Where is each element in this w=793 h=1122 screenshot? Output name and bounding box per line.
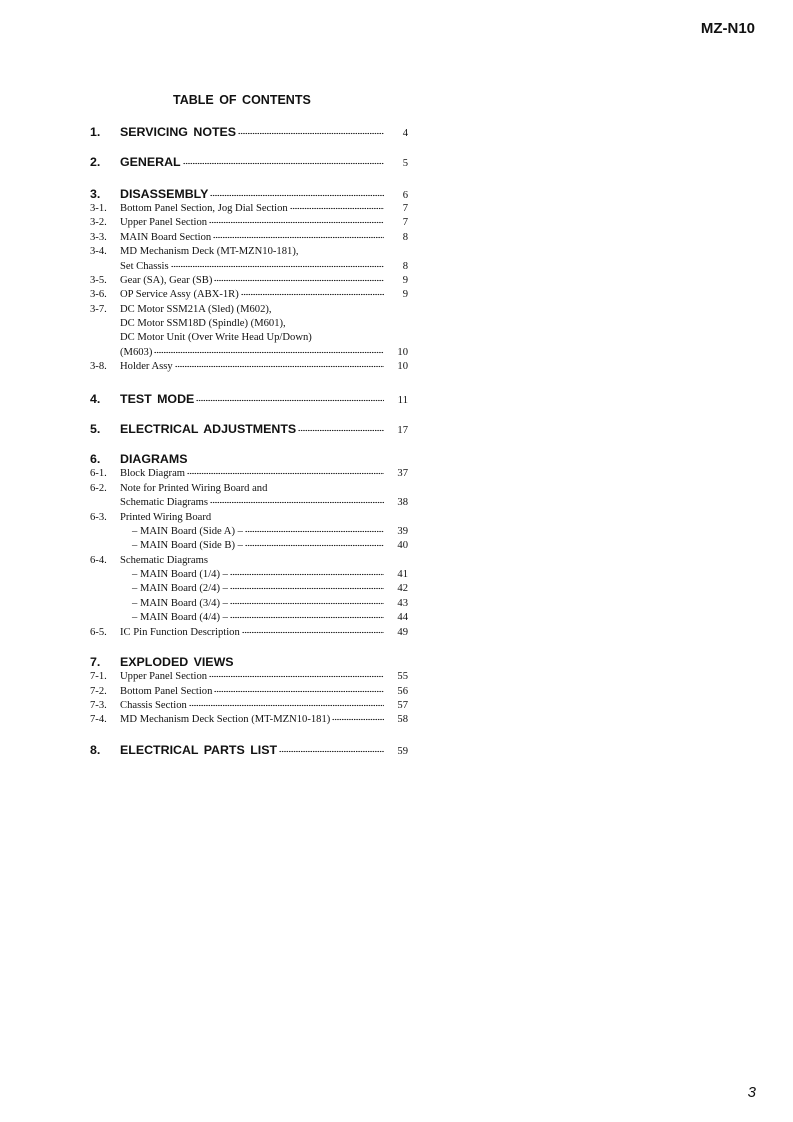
page-number: 3 — [747, 1084, 756, 1101]
toc-entry — [90, 303, 408, 318]
toc-entry-title: GENERAL — [120, 155, 181, 169]
toc-entry-title: DC Motor Unit (Over Write Head Up/Down) — [120, 332, 312, 343]
toc-entry-page: 57 — [397, 700, 408, 711]
toc-entry-number: 2. — [90, 155, 101, 169]
dot-leader — [196, 399, 384, 402]
dot-leader — [210, 194, 384, 197]
toc-entry-title: OP Service Assy (ABX-1R) — [120, 289, 239, 300]
toc-entry-title: MD Mechanism Deck Section (MT-MZN10-181) — [120, 714, 331, 725]
toc-entry-page: 4 — [402, 128, 408, 139]
toc-entry-title: DIAGRAMS — [120, 452, 188, 466]
toc-entry-number: 7. — [90, 655, 101, 669]
toc-entry — [90, 496, 408, 511]
toc-entry — [90, 699, 408, 714]
toc-entry — [90, 231, 408, 246]
toc-entry — [90, 511, 408, 526]
toc-entry-page: 10 — [397, 361, 408, 372]
toc-entry-title: – MAIN Board (Side A) – — [132, 526, 243, 537]
toc-entry-title: MD Mechanism Deck (MT-MZN10-181), — [120, 246, 299, 257]
toc-entry-page: 56 — [397, 686, 408, 697]
dot-leader — [230, 573, 384, 576]
toc-entry-page: 8 — [402, 232, 408, 243]
dot-leader — [238, 132, 384, 135]
toc-entry — [90, 245, 408, 260]
dot-leader — [209, 221, 384, 224]
toc-entry — [90, 391, 408, 408]
toc-entry-title: DISASSEMBLY — [120, 187, 209, 201]
toc-entry-title: Schematic Diagrams — [120, 497, 208, 508]
toc-entry-page: 8 — [402, 261, 408, 272]
toc-entry-page: 6 — [402, 190, 408, 201]
toc-entry — [90, 467, 408, 482]
toc-entry-page: 58 — [397, 714, 408, 725]
toc-entry-page: 38 — [397, 497, 408, 508]
dot-leader — [214, 279, 384, 282]
toc-entry-number: 6-4. — [90, 555, 107, 566]
toc-entry-title: Chassis Section — [120, 700, 187, 711]
toc-entry — [90, 186, 408, 203]
dot-leader — [241, 293, 384, 296]
toc-entry — [90, 346, 408, 361]
dot-leader — [171, 265, 384, 268]
toc-entry-page: 40 — [397, 540, 408, 551]
toc-entry-page: 10 — [397, 347, 408, 358]
toc-entry-title: IC Pin Function Description — [120, 627, 240, 638]
toc-entry — [90, 568, 408, 583]
dot-leader — [189, 704, 384, 707]
toc-entry-title: – MAIN Board (1/4) – — [132, 569, 228, 580]
toc-entry-title: Gear (SA), Gear (SB) — [120, 275, 213, 286]
toc-entry-number: 6-5. — [90, 627, 107, 638]
toc-entry-title: Note for Printed Wiring Board and — [120, 483, 268, 494]
toc-entry-page: 49 — [397, 627, 408, 638]
dot-leader — [245, 530, 384, 533]
dot-leader — [230, 616, 384, 619]
dot-leader — [245, 544, 384, 547]
toc-entry-number: 8. — [90, 743, 101, 757]
toc-entry-title: Upper Panel Section — [120, 671, 208, 682]
toc-entry — [90, 451, 408, 468]
toc-entry-number: 1. — [90, 125, 101, 139]
toc-entry-number: 6-1. — [90, 468, 107, 479]
toc-entry-title: MAIN Board Section — [120, 232, 212, 243]
toc-entry — [90, 626, 408, 641]
toc-entry — [90, 685, 408, 700]
toc-entry — [90, 654, 408, 671]
dot-leader — [230, 602, 384, 605]
toc-entry-title: Schematic Diagrams — [120, 555, 208, 566]
toc-entry-number: 5. — [90, 422, 101, 436]
toc-entry — [90, 597, 408, 612]
dot-leader — [210, 501, 384, 504]
dot-leader — [213, 236, 384, 239]
model-number: MZ-N10 — [700, 20, 755, 37]
dot-leader — [175, 365, 384, 368]
dot-leader — [290, 207, 384, 210]
toc-entry — [90, 202, 408, 217]
toc-entry — [90, 360, 408, 375]
toc-entry-page: 9 — [402, 275, 408, 286]
toc-entry-page: 37 — [397, 468, 408, 479]
toc-entry-title: (M603) — [120, 347, 153, 358]
toc-entry-page: 17 — [397, 425, 408, 436]
toc-entry-page: 41 — [397, 569, 408, 580]
toc-entry-number: 6-2. — [90, 483, 107, 494]
toc-entry-number: 3-1. — [90, 203, 107, 214]
dot-leader — [209, 675, 384, 678]
toc-entry-page: 59 — [397, 746, 408, 757]
toc-entry-page: 5 — [402, 158, 408, 169]
toc-entry-number: 3-2. — [90, 217, 107, 228]
dot-leader — [154, 351, 384, 354]
toc-entry-page: 55 — [397, 671, 408, 682]
toc-entry-page: 11 — [397, 395, 408, 406]
toc-entry-number: 3-3. — [90, 232, 107, 243]
toc-entry-page: 7 — [402, 217, 408, 228]
toc-entry-title: Upper Panel Section — [120, 217, 208, 228]
toc-entry — [90, 421, 408, 438]
dot-leader — [279, 750, 384, 753]
toc-entry — [90, 525, 408, 540]
toc-entry-number: 3-4. — [90, 246, 107, 257]
toc-entry-page: 9 — [402, 289, 408, 300]
toc-entry-title: – MAIN Board (Side B) – — [132, 540, 243, 551]
toc-entry-page: 39 — [397, 526, 408, 537]
toc-entry — [90, 317, 408, 332]
toc-entry-number: 6-3. — [90, 512, 107, 523]
toc-entry-number: 6. — [90, 452, 101, 466]
toc-entry-page: 42 — [397, 583, 408, 594]
toc-entry-number: 7-2. — [90, 686, 107, 697]
toc-entry-number: 7-1. — [90, 671, 107, 682]
toc-entry — [90, 582, 408, 597]
toc-entry — [90, 539, 408, 554]
toc-entry-number: 3-6. — [90, 289, 107, 300]
toc-entry-title: – MAIN Board (4/4) – — [132, 612, 228, 623]
toc-entry-title: ELECTRICAL ADJUSTMENTS — [120, 422, 297, 436]
toc-entry-title: Bottom Panel Section — [120, 686, 213, 697]
dot-leader — [332, 718, 384, 721]
toc-entry-title: DC Motor SSM18D (Spindle) (M601), — [120, 318, 286, 329]
dot-leader — [242, 631, 384, 634]
toc-entry-number: 3-5. — [90, 275, 107, 286]
toc-entry-number: 3-7. — [90, 304, 107, 315]
toc-entry-number: 7-4. — [90, 714, 107, 725]
toc-entry-number: 4. — [90, 392, 101, 406]
toc-entry-title: DC Motor SSM21A (Sled) (M602), — [120, 304, 272, 315]
toc-entry-page: 44 — [397, 612, 408, 623]
toc-entry-title: – MAIN Board (2/4) – — [132, 583, 228, 594]
toc-entry-page: 43 — [397, 598, 408, 609]
toc-entry — [90, 554, 408, 569]
toc-entry-title: EXPLODED VIEWS — [120, 655, 234, 669]
toc-entry-number: 3-8. — [90, 361, 107, 372]
toc-entry — [90, 670, 408, 685]
toc-entry — [90, 288, 408, 303]
toc-entry-title: Printed Wiring Board — [120, 512, 212, 523]
toc-entry — [90, 124, 408, 141]
toc-entry-number: 7-3. — [90, 700, 107, 711]
toc-entry-number: 3. — [90, 187, 101, 201]
toc-entry — [90, 331, 408, 346]
toc-heading: TABLE OF CONTENTS — [173, 93, 311, 107]
toc-entry — [90, 216, 408, 231]
toc-entry — [90, 611, 408, 626]
toc-entry — [90, 154, 408, 171]
dot-leader — [183, 162, 384, 165]
toc-entry-title: TEST MODE — [120, 392, 195, 406]
toc-entry-title: Holder Assy — [120, 361, 173, 372]
toc-entry-title: Bottom Panel Section, Jog Dial Section — [120, 203, 288, 214]
toc-entry — [90, 274, 408, 289]
toc-entry — [90, 713, 408, 728]
toc-entry-title: Block Diagram — [120, 468, 186, 479]
toc-entry-page: 7 — [402, 203, 408, 214]
toc-entry-title: ELECTRICAL PARTS LIST — [120, 743, 278, 757]
toc-entry-title: – MAIN Board (3/4) – — [132, 598, 228, 609]
dot-leader — [187, 472, 384, 475]
toc-entry — [90, 260, 408, 275]
dot-leader — [214, 690, 384, 693]
toc-entry-title: SERVICING NOTES — [120, 125, 237, 139]
toc-entry-title: Set Chassis — [120, 261, 169, 272]
dot-leader — [230, 587, 384, 590]
toc-entry — [90, 482, 408, 497]
dot-leader — [298, 429, 384, 432]
toc-entry — [90, 742, 408, 759]
